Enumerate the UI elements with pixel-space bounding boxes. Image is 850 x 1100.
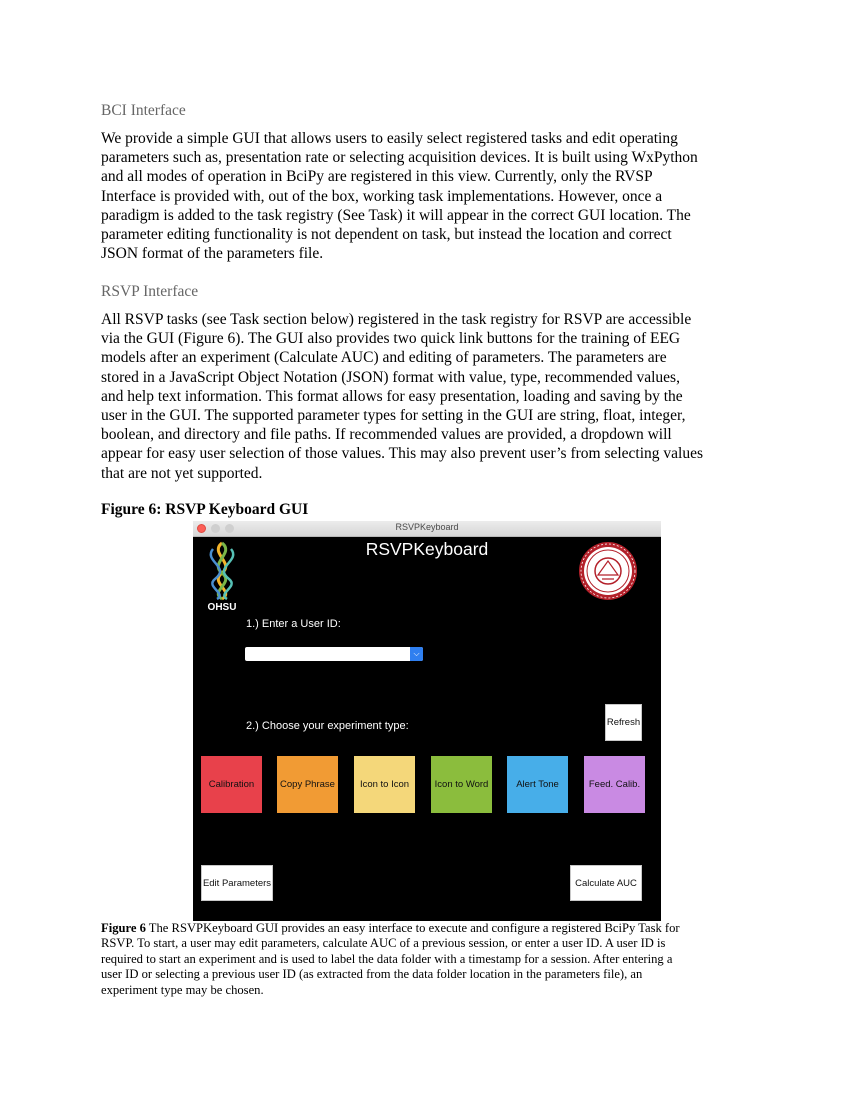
icon-to-word-button[interactable]: Icon to Word: [431, 756, 492, 813]
edit-parameters-button[interactable]: Edit Parameters: [201, 865, 273, 901]
text-line: parameters such as, presentation rate or selecting acquisition devices. It is built using WxPython: [101, 149, 698, 167]
text-line: parameter editing functionality is not dependent on task, but instead the location and correct: [101, 226, 672, 244]
caption-line: experiment type may be chosen.: [101, 982, 264, 997]
university-seal-icon: [578, 541, 638, 601]
text-line: and all modes of operation in BciPy are registered in this view. Currently, only the RVSP: [101, 168, 653, 186]
text-line: paradigm is added to the task registry (See Task) it will appear in the correct GUI location. The: [101, 206, 691, 224]
text-line: Interface is provided with, out of the box, working task implementations. However, once a: [101, 187, 663, 205]
caption-text: The RSVPKeyboard GUI provides an easy interface to execute and configure a registered BciPy Task for: [145, 921, 680, 935]
text-line: models after an experiment (Calculate AUC) and editing of parameters. The parameters are: [101, 349, 667, 367]
figure-title: Figure 6: RSVP Keyboard GUI: [101, 501, 309, 518]
section-heading-rsvp-interface: RSVP Interface: [101, 283, 199, 300]
user-id-combobox[interactable]: [245, 647, 423, 661]
window-titlebar: [193, 521, 661, 537]
text-line: via the GUI (Figure 6). The GUI also provides two quick link buttons for the training of EEG: [101, 330, 681, 348]
experiment-type-label: 2.) Choose your experiment type:: [246, 720, 409, 732]
logo-text: OHSU: [207, 602, 237, 611]
calculate-auc-button[interactable]: Calculate AUC: [570, 865, 642, 901]
caption-line: required to start an experiment and is used to label the data folder with a timestamp for a session. After entering a: [101, 951, 673, 966]
caption-line: RSVP. To start, a user may edit parameters, calculate AUC of a previous session, or enter a user ID. A user ID is: [101, 936, 666, 951]
text-line: that are not yet supported.: [101, 464, 263, 482]
window-title: RSVPKeyboard: [395, 522, 459, 532]
user-id-label: 1.) Enter a User ID:: [246, 618, 341, 630]
refresh-button[interactable]: Refresh: [605, 704, 642, 741]
app-title: RSVPKeyboard: [365, 539, 489, 559]
ohsu-logo-icon: [201, 539, 243, 611]
copy-phrase-button[interactable]: Copy Phrase: [277, 756, 338, 813]
caption-label: Figure 6: [101, 921, 146, 935]
text-line: boolean, and directory and file paths. If recommended values are provided, a dropdown will: [101, 426, 672, 444]
calibration-button[interactable]: Calibration: [201, 756, 262, 813]
alert-tone-button[interactable]: Alert Tone: [507, 756, 568, 813]
caption-line: [101, 921, 751, 936]
figure-caption: [101, 921, 751, 998]
text-line: stored in a JavaScript Object Notation (JSON) format with value, type, recommended values,: [101, 368, 680, 386]
rsvp-keyboard-window: [193, 521, 661, 921]
section-heading-bci-interface: BCI Interface: [101, 102, 186, 119]
caption-line: user ID or selecting a previous user ID (as extracted from the data folder location in the parameters file), an: [101, 967, 643, 982]
text-line: All RSVP tasks (see Task section below) registered in the task registry for RSVP are accessible: [101, 311, 692, 328]
chevron-down-icon[interactable]: ⌵: [410, 647, 423, 661]
paragraph-bci-interface: [101, 129, 761, 263]
feed-calib-button[interactable]: Feed. Calib.: [584, 756, 645, 813]
text-line: appear for easy user selection of those values. This may also prevent user’s from selecting values: [101, 445, 704, 463]
text-line: and help text information. This format allows for easy presentation, loading and saving by the: [101, 387, 683, 405]
text-line: user in the GUI. The supported parameter types for setting in the GUI are string, float, integer,: [101, 407, 686, 425]
paragraph-rsvp-interface: [101, 310, 761, 483]
text-line: We provide a simple GUI that allows users to easily select registered tasks and edit operating: [101, 130, 678, 147]
icon-to-icon-button[interactable]: Icon to Icon: [354, 756, 415, 813]
text-line: JSON format of the parameters file.: [101, 245, 324, 263]
